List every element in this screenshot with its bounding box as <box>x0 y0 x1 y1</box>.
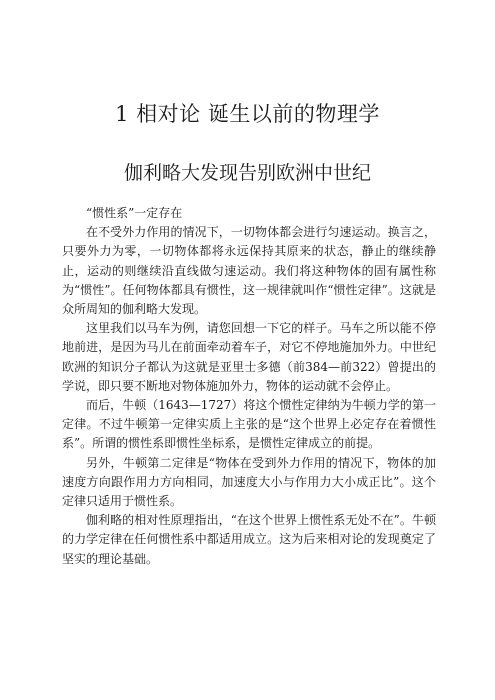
paragraph: 在不受外力作用的情况下，一切物体都会进行匀速运动。换言之，只要外力为零，一切物体都将永远保持其原来的状态，静止的继续静止，运动的则继续沿直线做匀速运动。我们将这种物体的固有属性称为“惯性”。任何物体都具有惯性，这一规律就叫作“惯性定律”。这就是众所周知的伽利略大发现。 <box>62 225 436 317</box>
paragraph: 另外，牛顿第二定律是“物体在受到外力作用的情况下，物体的加速度方向跟作用力方向相同，加速度大小与作用力大小成正比”。这个定律只适用于惯性系。 <box>62 455 436 509</box>
paragraph: 而后，牛顿（1643—1727）将这个惯性定律纳为牛顿力学的第一定律。不过牛顿第一定律实质上主张的是“这个世界上必定存在着惯性系”。所谓的惯性系即惯性坐标系，是惯性定律成立的前提。 <box>62 398 436 451</box>
paragraph: 这里我们以马车为例，请您回想一下它的样子。马车之所以能不停地前进，是因为马儿在前面牵动着车子，对它不停地施加外力。中世纪欧洲的知识分子都认为这就是亚里士多德（前384—前322）曾提出的学说，即只要不断地对物体施加外力，物体的运动就不会停止。 <box>62 321 436 393</box>
chapter-title: 1 相对论 诞生以前的物理学 <box>115 102 380 126</box>
body-text <box>62 204 436 569</box>
subheading: “惯性系”一定存在 <box>86 206 183 220</box>
section-title: 伽利略大发现告别欧洲中世纪 <box>123 162 371 184</box>
paragraph: 伽利略的相对性原理指出，“在这个世界上惯性系无处不在”。牛顿的力学定律在任何惯性系中都适用成立。这为后来相对论的发现奠定了坚实的理论基础。 <box>62 513 436 566</box>
